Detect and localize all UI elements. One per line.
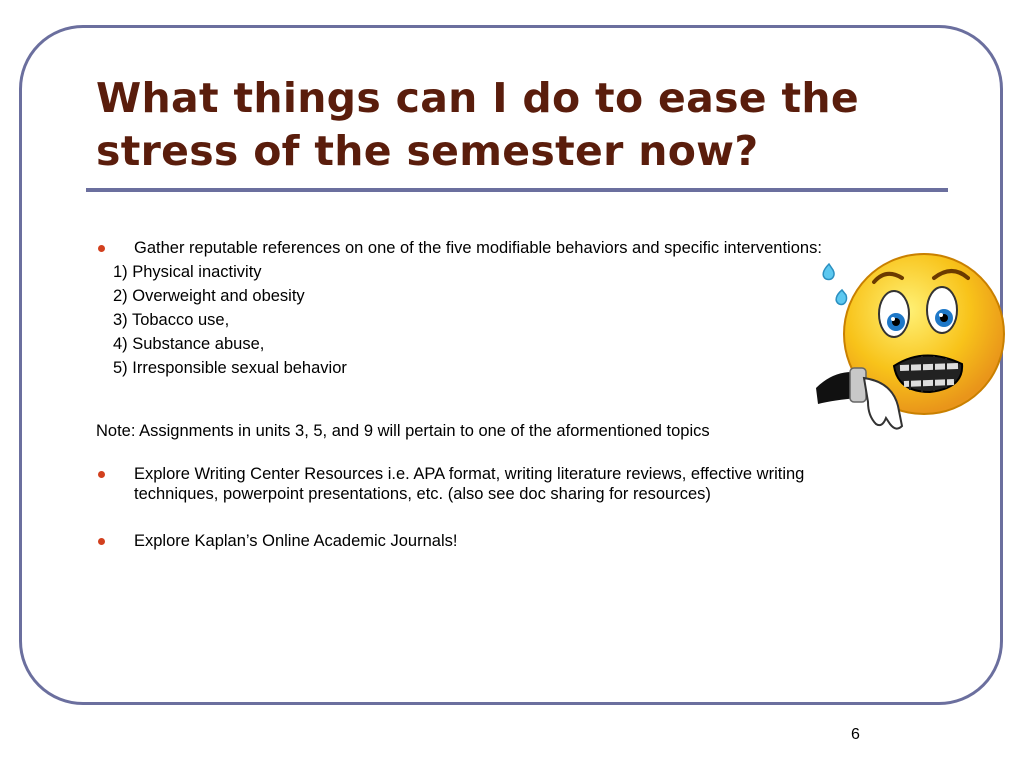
note-text: Note: Assignments in units 3, 5, and 9 will pertain to one of the aformentioned topics: [96, 422, 710, 440]
sub-item-tobacco-use: 3) Tobacco use,: [113, 311, 230, 329]
sub-item-sexual-behavior: 5) Irresponsible sexual behavior: [113, 359, 347, 377]
bullet-dot-icon: [98, 245, 105, 252]
bullet-item-journals: [96, 531, 856, 551]
sub-item-physical-inactivity: 1) Physical inactivity: [113, 263, 262, 281]
stressed-emoji-icon: [812, 248, 1010, 448]
bullet-dot-icon: [98, 538, 105, 545]
slide-body: [96, 238, 856, 551]
bullet-item-writing-center: [96, 464, 856, 504]
sub-item-substance-abuse: 4) Substance abuse,: [113, 335, 265, 353]
bullet-text: Explore Writing Center Resources i.e. APA format, writing literature reviews, effective writing techniques, powerpoint presentations, etc. (also see doc sharing for resources): [134, 465, 805, 503]
title-divider: [86, 188, 948, 192]
bullet-text: Explore Kaplan’s Online Academic Journals!: [134, 532, 458, 550]
bullet-item-references: [96, 238, 856, 258]
bullet-dot-icon: [98, 471, 105, 478]
slide-title: What things can I do to ease the stress of the semester now?: [96, 74, 859, 175]
sub-item-overweight-obesity: 2) Overweight and obesity: [113, 287, 305, 305]
page-number: 6: [851, 726, 860, 743]
bullet-text: Gather reputable references on one of the five modifiable behaviors and specific interventions:: [134, 239, 822, 257]
